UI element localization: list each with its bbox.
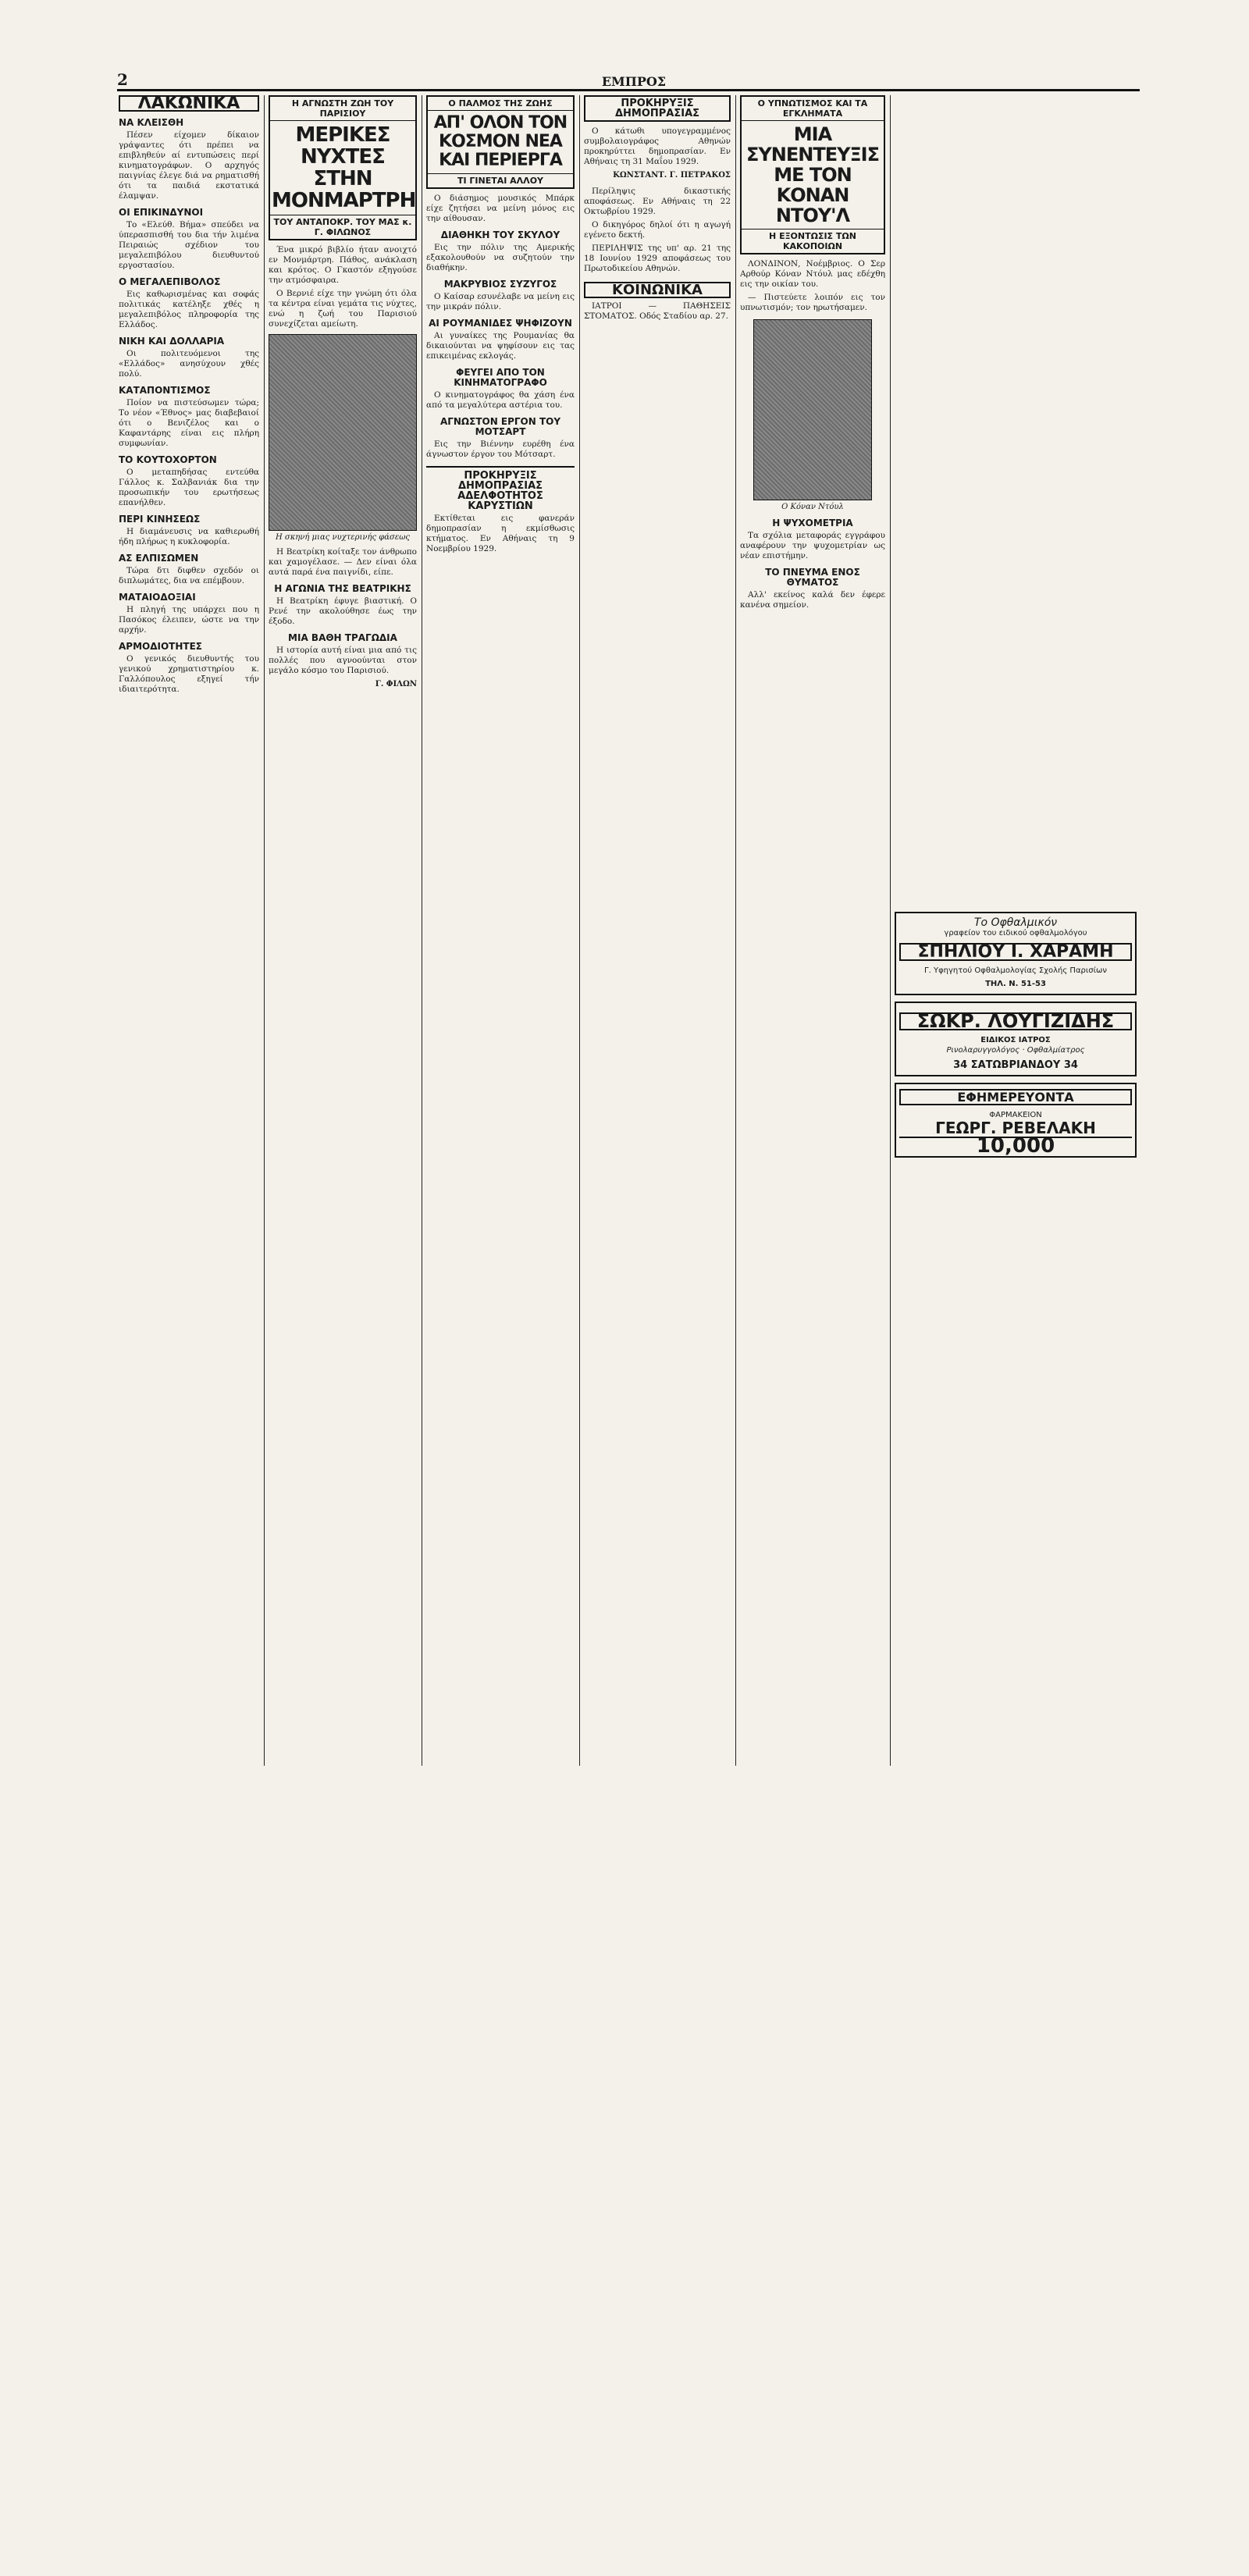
subhead: ΚΑΤΑΠΟΝΤΙΣΜΟΣ	[119, 385, 211, 396]
paragraph: Εις καθωρισμένας και σοφάς πολιτικάς κατέληξε χθές η μεγαλεπιβόλος πληροφορία της Ελλάδος.	[119, 290, 259, 329]
byline: Η ΕΞΟΝΤΩΣΙΣ ΤΩΝ ΚΑΚΟΠΟΙΩΝ	[742, 229, 884, 253]
paragraph: Αι γυναίκες της Ρουμανίας θα δικαιούνται να ψηφίσουν εις τας επικειμένας εκλογάς.	[426, 331, 575, 361]
portrait-photo	[753, 319, 872, 500]
subhead: ΜΙΑ ΒΑΘΗ ΤΡΑΓΩΔΙΑ	[288, 632, 397, 643]
advertisement-pharmacy	[895, 1083, 1137, 1158]
paragraph: — Πιστεύετε λοιπόν εις τον υπνωτισμόν; τον ηρωτήσαμεν.	[740, 293, 885, 312]
paragraph: Εκτίθεται εις φανεράν δημοπρασίαν η εκμίσθωσις κτήματος. Εν Αθήναις τη 9 Νοεμβρίου 1929.	[426, 514, 575, 553]
subhead: ΔΙΑΘΗΚΗ ΤΟΥ ΣΚΥΛΟΥ	[440, 229, 560, 240]
subhead: ΑΙ ΡΟΥΜΑΝΙΔΕΣ ΨΗΦΙΖΟΥΝ	[429, 318, 572, 329]
subhead: ΠΕΡΙ ΚΙΝΗΣΕΩΣ	[119, 514, 201, 525]
paragraph: Ποίον να πιστεύσωμεν τώρα; Το νέον «Έθνος» μας διαβεβαιοί ότι ο Βενιζέλος και ο Καφαντάρης είναι εις πλήρη συμφωνίαν.	[119, 398, 259, 448]
subhead: Η ΨΥΧΟΜΕΤΡΙΑ	[772, 518, 853, 528]
section-header: ΛΑΚΩΝΙΚΑ	[119, 95, 259, 112]
paragraph: Εις την Βιέννην ευρέθη ένα άγνωστον έργον του Μότσαρτ.	[426, 439, 575, 459]
ad-text: γραφείον του ειδικού οφθαλμολόγου	[944, 929, 1087, 938]
headline: ΜΙΑ ΣΥΝΕΝΤΕΥΞΙΣ ΜΕ ΤΟΝ ΚΟΝΑΝ ΝΤΟΥ'Λ	[746, 123, 879, 226]
paragraph: Ο κινηματογράφος θα χάση ένα από τα μεγαλύτερα αστέρια του.	[426, 390, 575, 410]
subhead: ΑΣ ΕΛΠΙΣΩΜΕΝ	[119, 553, 199, 564]
column-rule	[735, 95, 736, 1766]
column-conan-doyle	[740, 95, 885, 1766]
paragraph: Αλλ' εκείνος καλά δεν έφερε κανένα σημείον.	[740, 590, 885, 610]
ad-name: ΕΦΗΜΕΡΕΥΟΝΤΑ	[899, 1089, 1132, 1105]
ad-address: 34 ΣΑΤΩΒΡΙΑΝΔΟΥ 34	[953, 1059, 1078, 1071]
subhead: ΝΙΚΗ ΚΑΙ ΔΟΛΛΑΡΙΑ	[119, 336, 225, 347]
subhead: ΝΑ ΚΛΕΙΣΘΗ	[119, 117, 184, 128]
paragraph: Τα σχόλια μεταφοράς εγγράφου αναφέρουν την ψυχομετρίαν ως νέαν επιστήμην.	[740, 531, 885, 560]
column-ads	[895, 906, 1137, 2576]
subhead: ΑΓΝΩΣΤΟΝ ΕΡΓΟΝ ΤΟΥ ΜΟΤΣΑΡΤ	[439, 416, 561, 437]
paragraph: Η Βεατρίκη κοίταξε τον άνθρωπο και χαμογέλασε. — Δεν είναι όλα αυτά παρά ένα παιγνίδι, είπε.	[269, 547, 417, 577]
paragraph: Περίληψις δικαστικής αποφάσεως. Εν Αθήναις τη 22 Οκτωβρίου 1929.	[584, 187, 731, 216]
kicker: Η ΑΓΝΩΣΤΗ ΖΩΗ ΤΟΥ ΠΑΡΙΣΙΟΥ	[270, 97, 415, 121]
paragraph: Η Βεατρίκη έφυγε βιαστική. Ο Ρενέ την ακολούθησε έως την έξοδο.	[269, 596, 417, 626]
paragraph: Ο γενικός διευθυντής του γενικού χρηματιστηρίου κ. Γαλλόπουλος εξηγεί τήν ιδιαιτερότητα.	[119, 654, 259, 694]
page-number: 2	[117, 70, 128, 89]
paragraph: Πέσεν είχομεν δίκαιον γράψαντες ότι πρέπει να επιβληθεύν αί εντυπώσεις περί κινηματογράφων. Ο αρχηγός παιγνίας έλεγε διά να ρηματισθή ότι τα παιδιά εκστατικά έλαμψαν.	[119, 130, 259, 201]
paragraph: ΛΟΝΔΙΝΟΝ, Νοέμβριος. Ο Σερ Αρθούρ Κόναν Ντόυλ μας εδέχθη εις την οικίαν του.	[740, 259, 885, 289]
section-header: ΚΟΙΝΩΝΙΚΑ	[584, 282, 731, 298]
photo-caption: Η σκηνή μιας νυχτερινής φάσεως	[276, 533, 410, 542]
paragraph: Ένα μικρό βιβλίο ήταν ανοιχτό εν Μονμάρτρη. Πάθος, ανάκλαση και κρότος. Ο Γκαστόν εξηγούσε την ατμόσφαιρα.	[269, 245, 417, 285]
paragraph: Οι πολιτευόμενοι της «Ελλάδος» ανησύχουν χθές πολύ.	[119, 349, 259, 379]
article-banner	[426, 95, 575, 189]
paragraph: Ο διάσημος μουσικός Μπάρκ είχε ζητήσει να μείνη μόνος εις την αίθουσαν.	[426, 194, 575, 223]
subhead: ΦΕΥΓΕΙ ΑΠΟ ΤΟΝ ΚΙΝΗΜΑΤΟΓΡΑΦΟ	[454, 367, 547, 388]
paragraph: Εις την πόλιν της Αμερικής εξακολουθούν να συζητούν την διαθήκην.	[426, 243, 575, 272]
notice-title: ΠΡΟΚΗΡΥΞΙΣ ΔΗΜΟΠΡΑΣΙΑΣ	[584, 95, 731, 122]
paragraph: ΙΑΤΡΟΙ — ΠΑΘΗΣΕΙΣ ΣΤΟΜΑΤΟΣ. Οδός Σταδίου αρ. 27.	[584, 301, 731, 321]
subhead: ΤΟ ΠΝΕΥΜΑ ΕΝΟΣ ΘΥΜΑΤΟΣ	[765, 567, 860, 588]
paragraph: Ο μεταπηδήσας εντεύθα Γάλλος κ. Σαλβανιάκ δια την προσωπικήν του ερωτήσεως επανήλθεν.	[119, 468, 259, 507]
photo	[269, 334, 417, 531]
column-rule	[579, 95, 580, 1766]
column-rule	[890, 95, 891, 1766]
ad-top: Το Οφθαλμικόν	[973, 916, 1058, 929]
column-rule	[264, 95, 265, 1766]
paragraph: Τώρα δτι διφθεν σχεδόν οι διπλωμάτες, δια να επέμβουν.	[119, 566, 259, 585]
column-lakonika	[119, 95, 259, 1766]
column-world-news	[426, 95, 575, 1766]
ad-price: 10,000	[899, 1137, 1132, 1151]
ad-name: ΣΩΚΡ. ΛΟΥΓΙΖΙΔΗΣ	[899, 1012, 1132, 1030]
subhead: ΜΑΤΑΙΟΔΟΞΙΑΙ	[119, 592, 196, 603]
headline: ΑΠ' ΟΛΟΝ ΤΟΝ ΚΟΣΜΟΝ ΝΕΑ ΚΑΙ ΠΕΡΙΕΡΓΑ	[433, 113, 568, 170]
kicker: Ο ΠΑΛΜΟΣ ΤΗΣ ΖΩΗΣ	[428, 97, 573, 111]
paragraph: Ο δικηγόρος δηλοί ότι η αγωγή εγένετο δεκτή.	[584, 220, 731, 240]
paragraph: Ο κάτωθι υπογεγραμμένος συμβολαιογράφος Αθηνών προκηρύττει δημοπρασίαν. Εν Αθήναις τη 31 Μαΐου 1929.	[584, 126, 731, 166]
signature: Γ. ΦΙΛΩΝ	[375, 680, 417, 688]
paragraph: Το «Ελεύθ. Βήμα» σπεύδει να ύπερασπισθή του δια τήν λιμένα Πειραιώς σχέδιον του μεγαλεπιβόλου διευθυντού εργοστασίου.	[119, 220, 259, 270]
column-paris-nights	[269, 95, 417, 1766]
paragraph: Ο Καίσαρ εσυνέλαβε να μείνη εις την μικράν πόλιν.	[426, 292, 575, 311]
subhead: ΜΑΚΡΥΒΙΟΣ ΣΥΖΥΓΟΣ	[443, 279, 557, 290]
ad-name: ΣΠΗΛΙΟΥ Ι. ΧΑΡΑΜΗ	[899, 943, 1132, 961]
ad-address: Γ. Υφηγητού Οφθαλμολογίας Σχολής Παρισίων	[924, 966, 1107, 975]
ad-text: ΦΑΡΜΑΚΕΙΟΝ	[989, 1111, 1042, 1119]
column-notices	[584, 95, 731, 1766]
byline: ΤΙ ΓΙΝΕΤΑΙ ΑΛΛΟΥ	[428, 173, 573, 187]
article-banner	[740, 95, 885, 254]
notice-title: ΠΡΟΚΗΡΥΞΙΣ ΔΗΜΟΠΡΑΣΙΑΣ ΑΔΕΛΦΟΤΗΤΟΣ ΚΑΡΥΣΤΙΩΝ	[426, 466, 575, 511]
paragraph: Ο Βερνιέ είχε την γνώμη ότι όλα τα κέντρα είναι γεμάτα τις νύχτες, ενώ η ζωή του Παρισιού συνεχίζεται αμείωτη.	[269, 289, 417, 329]
signature: ΚΩΝΣΤΑΝΤ. Γ. ΠΕΤΡΑΚΟΣ	[613, 171, 731, 180]
ad-sub: ΕΙΔΙΚΟΣ ΙΑΤΡΟΣ	[980, 1036, 1051, 1044]
article-banner	[269, 95, 417, 240]
subhead: Ο ΜΕΓΑΛΕΠΙΒΟΛΟΣ	[119, 276, 221, 287]
headline: ΜΕΡΙΚΕΣ ΝΥΧΤΕΣ ΣΤΗΝ ΜΟΝΜΑΡΤΡΗ	[272, 123, 416, 212]
advertisement-doctor	[895, 1002, 1137, 1076]
byline: ΤΟΥ ΑΝΤΑΠΟΚΡ. ΤΟΥ ΜΑΣ κ. Γ. ΦΙΛΩΝΟΣ	[270, 215, 415, 239]
paragraph: ΠΕΡΙΛΗΨΙΣ της υπ' αρ. 21 της 18 Ιουνίου 1929 αποφάσεως του Πρωτοδικείου Αθηνών.	[584, 244, 731, 273]
paragraph: Η ιστορία αυτή είναι μια από τις πολλές που αγνοούνται στον μεγάλο κόσμο του Παρισιού.	[269, 646, 417, 675]
ad-pharmacy: ΓΕΩΡΓ. ΡΕΒΕΛΑΚΗ	[935, 1119, 1096, 1137]
masthead	[117, 72, 1140, 91]
ad-text: Ρινολαρυγγολόγος · Οφθαλμίατρος	[946, 1046, 1085, 1055]
advertisement-ophthalmology	[895, 912, 1137, 995]
subhead: ΤΟ ΚΟΥΤΟΧΟΡΤΟΝ	[119, 454, 217, 465]
ad-phone: ΤΗΛ. Ν. 51-53	[985, 980, 1046, 988]
subhead: ΑΡΜΟΔΙΟΤΗΤΕΣ	[119, 641, 202, 652]
paragraph: Η πληγή της υπάρχει που η Πασόκος έλειπεν, ώστε να την αρχήν.	[119, 605, 259, 635]
subhead: Η ΑΓΩΝΙΑ ΤΗΣ ΒΕΑΤΡΙΚΗΣ	[274, 583, 411, 594]
paragraph: Η διαμάνευσις να καθιερωθή ήδη πλήρως η κυκλοφορία.	[119, 527, 259, 546]
subhead: ΟΙ ΕΠΙΚΙΝΔΥΝΟΙ	[119, 207, 204, 218]
photo-caption: Ο Κόναν Ντόυλ	[781, 503, 844, 511]
newspaper-title: ΕΜΠΡΟΣ	[601, 74, 667, 89]
kicker: Ο ΥΠΝΩΤΙΣΜΟΣ ΚΑΙ ΤΑ ΕΓΚΛΗΜΑΤΑ	[742, 97, 884, 121]
